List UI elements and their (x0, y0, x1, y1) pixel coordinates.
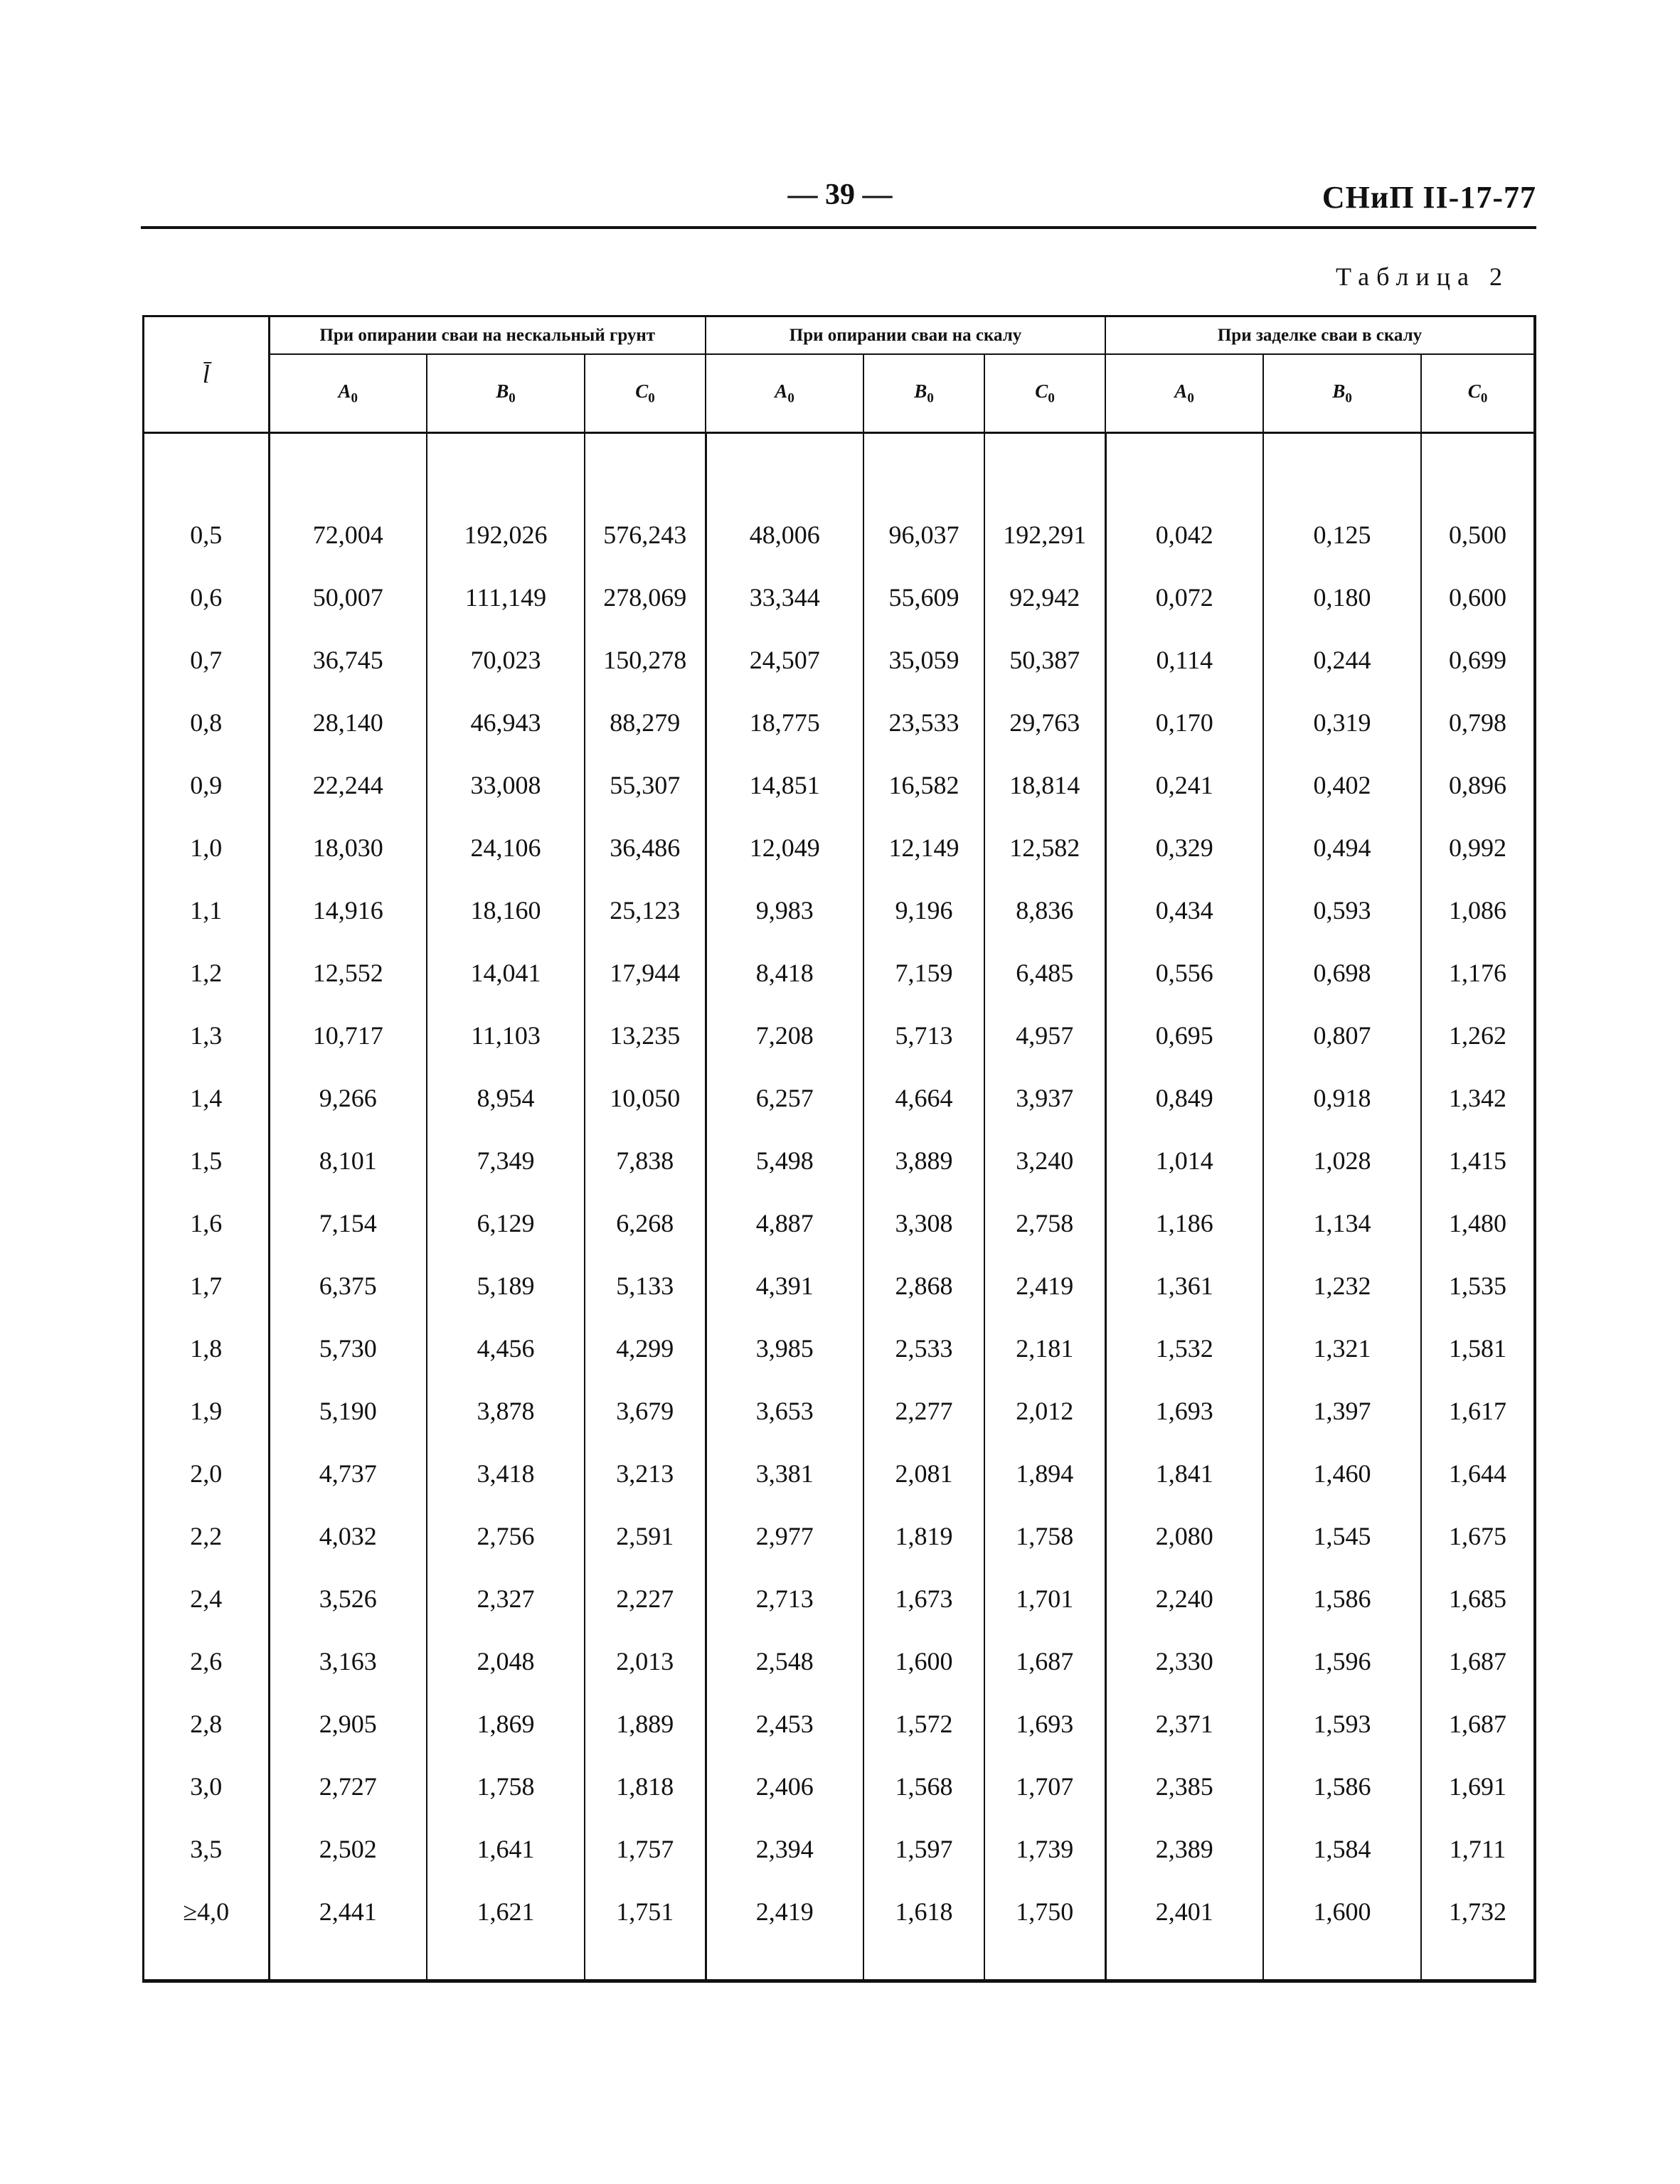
table-cell: 2,048 (427, 1630, 585, 1693)
row-label-l: 1,0 (190, 833, 223, 862)
group-header-nonrock: При опирании сваи на нескальный грунт (269, 317, 706, 354)
table-cell: 0,698 (1263, 942, 1421, 1004)
table-cell: 2,080 (1105, 1505, 1263, 1567)
table-cell: 0,434 (1105, 879, 1263, 942)
table-cell: 23,533 (863, 691, 984, 754)
table-cell: 3,213 (585, 1442, 706, 1505)
table-cell: 2,406 (706, 1755, 863, 1818)
table-cell: 0,699 (1421, 629, 1533, 691)
table-cell: 0,244 (1263, 629, 1421, 691)
row-label-l: 1,6 (190, 1209, 223, 1237)
table-cell: 2,868 (863, 1255, 984, 1317)
table-cell: 1,593 (1263, 1693, 1421, 1755)
table-cell: 88,279 (585, 691, 706, 754)
subheader-a0-group3: $A_0$ (1105, 354, 1263, 432)
row-label-l: 3,0 (190, 1772, 223, 1801)
table-cell: 25,123 (585, 879, 706, 942)
table-cell: 1,819 (863, 1505, 984, 1567)
table-cell: 0,494 (1263, 816, 1421, 879)
table-cell: 1,618 (863, 1880, 984, 1943)
table-cell: 1,600 (863, 1630, 984, 1693)
subheader-b0-group2: $B_0$ (863, 354, 984, 432)
table-cell: 1,818 (585, 1755, 706, 1818)
subheader-a0-group1: $A_0$ (269, 354, 427, 432)
table-cell: 2,419 (706, 1880, 863, 1943)
table-cell: 3,985 (706, 1317, 863, 1380)
table-cell: 10,717 (269, 1004, 427, 1067)
table-cell: 0,918 (1263, 1067, 1421, 1129)
table-cell: 14,851 (706, 754, 863, 816)
table-cell: 5,713 (863, 1004, 984, 1067)
table-cell: 1,186 (1105, 1192, 1263, 1255)
table-cell: 1,262 (1421, 1004, 1533, 1067)
coefficients-table (142, 315, 1536, 1983)
table-cell: 7,838 (585, 1129, 706, 1192)
table-cell: 9,266 (269, 1067, 427, 1129)
table-cell: 3,653 (706, 1380, 863, 1442)
table-cell: 3,308 (863, 1192, 984, 1255)
row-label-l: 2,0 (190, 1459, 223, 1488)
table-cell: 9,983 (706, 879, 863, 942)
table-cell: 0,849 (1105, 1067, 1263, 1129)
table-cell: 2,548 (706, 1630, 863, 1693)
table-cell: 0,500 (1421, 504, 1533, 566)
table-row (144, 1505, 1533, 1567)
table-cell: 2,977 (706, 1505, 863, 1567)
row-label-l: 1,4 (190, 1084, 223, 1112)
table-row (144, 1880, 1533, 1943)
table-cell: 28,140 (269, 691, 427, 754)
document-code: СНиП II-17-77 (1322, 180, 1536, 215)
table-cell: 1,460 (1263, 1442, 1421, 1505)
table-cell: 1,596 (1263, 1630, 1421, 1693)
table-cell: 5,189 (427, 1255, 585, 1317)
table-cell: 46,943 (427, 691, 585, 754)
table-cell: 1,693 (1105, 1380, 1263, 1442)
table-cell: 1,014 (1105, 1129, 1263, 1192)
table-cell: 3,937 (984, 1067, 1105, 1129)
table-cell: 0,329 (1105, 816, 1263, 879)
table-row (144, 879, 1533, 942)
table-cell: 1,675 (1421, 1505, 1533, 1567)
table-cell: 11,103 (427, 1004, 585, 1067)
table-cell: 0,695 (1105, 1004, 1263, 1067)
table-cell: 72,004 (269, 504, 427, 566)
table-cell: 4,391 (706, 1255, 863, 1317)
table-cell: 0,319 (1263, 691, 1421, 754)
table-cell: 12,049 (706, 816, 863, 879)
table-cell: 24,507 (706, 629, 863, 691)
table-row (144, 942, 1533, 1004)
table-cell: 2,081 (863, 1442, 984, 1505)
table-cell: 48,006 (706, 504, 863, 566)
table-cell: 6,485 (984, 942, 1105, 1004)
table-cell: 3,381 (706, 1442, 863, 1505)
subheader-b0-group3: $B_0$ (1263, 354, 1421, 432)
page-number: — 39 — (787, 179, 893, 211)
table-row (144, 691, 1533, 754)
table-cell: 3,878 (427, 1380, 585, 1442)
table-row (144, 1255, 1533, 1317)
table-cell: 1,568 (863, 1755, 984, 1818)
subheader-c0-group3: $C_0$ (1421, 354, 1533, 432)
table-cell: 1,687 (1421, 1630, 1533, 1693)
table-cell: 33,008 (427, 754, 585, 816)
table-cell: 1,584 (1263, 1818, 1421, 1880)
table-cell: 55,307 (585, 754, 706, 816)
table-cell: 14,041 (427, 942, 585, 1004)
row-label-l: 0,6 (190, 583, 223, 612)
table-cell: 3,418 (427, 1442, 585, 1505)
table-cell: 1,641 (427, 1818, 585, 1880)
table-cell: 1,232 (1263, 1255, 1421, 1317)
table-cell: 36,745 (269, 629, 427, 691)
row-label-l: 0,5 (190, 521, 223, 549)
table-row (144, 1067, 1533, 1129)
table-cell: 6,257 (706, 1067, 863, 1129)
table-cell: 1,134 (1263, 1192, 1421, 1255)
row-label-l: 2,2 (190, 1522, 223, 1550)
table-cell: 17,944 (585, 942, 706, 1004)
table-cell: 10,050 (585, 1067, 706, 1129)
table-cell: 0,798 (1421, 691, 1533, 754)
row-label-l: 1,8 (190, 1334, 223, 1363)
table-cell: 1,535 (1421, 1255, 1533, 1317)
table-cell: 1,321 (1263, 1317, 1421, 1380)
row-label-l: 1,5 (190, 1146, 223, 1175)
table-cell: 2,758 (984, 1192, 1105, 1255)
table-cell: 18,775 (706, 691, 863, 754)
table-cell: 0,402 (1263, 754, 1421, 816)
table-cell: 1,701 (984, 1567, 1105, 1630)
row-header-l-bar: l̄ (144, 317, 269, 432)
spacer-row (144, 1943, 1533, 1980)
table-row (144, 754, 1533, 816)
table-cell: 1,693 (984, 1693, 1105, 1755)
table-cell: 1,086 (1421, 879, 1533, 942)
table-cell: 36,486 (585, 816, 706, 879)
spacer-row (144, 432, 1533, 504)
subheader-row (144, 354, 1533, 432)
table-cell: 192,026 (427, 504, 585, 566)
table-body (144, 432, 1533, 1980)
header-rule (141, 226, 1536, 229)
row-label-l: 2,4 (190, 1584, 223, 1613)
table-cell: 1,532 (1105, 1317, 1263, 1380)
table-cell: 4,299 (585, 1317, 706, 1380)
table-row (144, 504, 1533, 566)
table-cell: 33,344 (706, 566, 863, 629)
table-cell: 2,905 (269, 1693, 427, 1755)
table-cell: 1,707 (984, 1755, 1105, 1818)
row-label-l: 1,2 (190, 959, 223, 987)
subheader-b0-group1: $B_0$ (427, 354, 585, 432)
table-cell: 13,235 (585, 1004, 706, 1067)
table-cell: 24,106 (427, 816, 585, 879)
table-cell: 2,401 (1105, 1880, 1263, 1943)
table-cell: 96,037 (863, 504, 984, 566)
table-cell: 92,942 (984, 566, 1105, 629)
table-cell: 1,758 (984, 1505, 1105, 1567)
table-cell: 1,644 (1421, 1442, 1533, 1505)
table-cell: 3,889 (863, 1129, 984, 1192)
table-cell: 192,291 (984, 504, 1105, 566)
table-cell: 18,030 (269, 816, 427, 879)
table-cell: 0,072 (1105, 566, 1263, 629)
table-cell: 16,582 (863, 754, 984, 816)
table-cell: 0,170 (1105, 691, 1263, 754)
table-row (144, 1380, 1533, 1442)
table-cell: 5,133 (585, 1255, 706, 1317)
table-cell: 55,609 (863, 566, 984, 629)
table-row (144, 1818, 1533, 1880)
table-cell: 50,387 (984, 629, 1105, 691)
row-label-l: 1,7 (190, 1272, 223, 1300)
table-cell: 1,894 (984, 1442, 1105, 1505)
table-cell: 6,268 (585, 1192, 706, 1255)
table-row (144, 816, 1533, 879)
row-label-l: ≥4,0 (183, 1897, 230, 1926)
table-row (144, 1004, 1533, 1067)
table-cell: 50,007 (269, 566, 427, 629)
table-cell: 1,415 (1421, 1129, 1533, 1192)
table-cell: 0,807 (1263, 1004, 1421, 1067)
table-cell: 1,739 (984, 1818, 1105, 1880)
table-cell: 2,453 (706, 1693, 863, 1755)
table-cell: 2,591 (585, 1505, 706, 1567)
table-cell: 1,841 (1105, 1442, 1263, 1505)
table-cell: 4,957 (984, 1004, 1105, 1067)
table-cell: 1,673 (863, 1567, 984, 1630)
table-cell: 1,751 (585, 1880, 706, 1943)
table-cell: 2,240 (1105, 1567, 1263, 1630)
table-cell: 576,243 (585, 504, 706, 566)
table-cell: 7,208 (706, 1004, 863, 1067)
table-row (144, 1442, 1533, 1505)
table-cell: 4,664 (863, 1067, 984, 1129)
table-cell: 2,227 (585, 1567, 706, 1630)
table-cell: 1,597 (863, 1818, 984, 1880)
table-cell: 278,069 (585, 566, 706, 629)
table-cell: 1,028 (1263, 1129, 1421, 1192)
table-cell: 4,737 (269, 1442, 427, 1505)
table-cell: 0,241 (1105, 754, 1263, 816)
table-cell: 1,586 (1263, 1567, 1421, 1630)
table-cell: 1,397 (1263, 1380, 1421, 1442)
table-cell: 1,176 (1421, 942, 1533, 1004)
table-cell: 6,375 (269, 1255, 427, 1317)
table-cell: 2,013 (585, 1630, 706, 1693)
table-cell: 2,389 (1105, 1818, 1263, 1880)
table-cell: 1,750 (984, 1880, 1105, 1943)
table-cell: 4,032 (269, 1505, 427, 1567)
table-cell: 2,441 (269, 1880, 427, 1943)
group-header-rock-embedded: При заделке сваи в скалу (1105, 317, 1533, 354)
table-cell: 1,572 (863, 1693, 984, 1755)
table-cell: 18,814 (984, 754, 1105, 816)
table-row (144, 1192, 1533, 1255)
table-cell: 2,327 (427, 1567, 585, 1630)
row-label-l: 2,8 (190, 1710, 223, 1738)
table-cell: 1,361 (1105, 1255, 1263, 1317)
table-caption: Таблица 2 (1336, 262, 1509, 291)
table-cell: 4,887 (706, 1192, 863, 1255)
row-label-l: 0,7 (190, 646, 223, 674)
table-cell: 1,758 (427, 1755, 585, 1818)
table-cell: 0,556 (1105, 942, 1263, 1004)
table-cell: 70,023 (427, 629, 585, 691)
table-cell: 3,163 (269, 1630, 427, 1693)
table-cell: 7,154 (269, 1192, 427, 1255)
table-cell: 2,394 (706, 1818, 863, 1880)
table-cell: 7,349 (427, 1129, 585, 1192)
table-cell: 2,277 (863, 1380, 984, 1442)
row-label-l: 0,8 (190, 708, 223, 737)
table-cell: 0,992 (1421, 816, 1533, 879)
subheader-a0-group2: $A_0$ (706, 354, 863, 432)
table-cell: 5,190 (269, 1380, 427, 1442)
table-cell: 1,687 (984, 1630, 1105, 1693)
row-label-l: 1,1 (190, 896, 223, 925)
table-cell: 5,498 (706, 1129, 863, 1192)
table-cell: 12,582 (984, 816, 1105, 879)
table-cell: 8,836 (984, 879, 1105, 942)
table-cell: 0,125 (1263, 504, 1421, 566)
table-cell: 14,916 (269, 879, 427, 942)
table-cell: 0,114 (1105, 629, 1263, 691)
table-cell: 2,756 (427, 1505, 585, 1567)
table-cell: 8,954 (427, 1067, 585, 1129)
table-cell: 0,896 (1421, 754, 1533, 816)
table-cell: 0,042 (1105, 504, 1263, 566)
table-cell: 1,685 (1421, 1567, 1533, 1630)
table-cell: 22,244 (269, 754, 427, 816)
table-cell: 150,278 (585, 629, 706, 691)
table-cell: 6,129 (427, 1192, 585, 1255)
table-cell: 2,713 (706, 1567, 863, 1630)
table-cell: 3,679 (585, 1380, 706, 1442)
table-row (144, 629, 1533, 691)
group-header-rock-bearing: При опирании сваи на скалу (706, 317, 1105, 354)
table-row (144, 1693, 1533, 1755)
table-cell: 2,330 (1105, 1630, 1263, 1693)
table-cell: 1,757 (585, 1818, 706, 1880)
table-cell: 1,711 (1421, 1818, 1533, 1880)
table-row (144, 1317, 1533, 1380)
subheader-c0-group2: $C_0$ (984, 354, 1105, 432)
table-cell: 12,552 (269, 942, 427, 1004)
table-cell: 3,526 (269, 1567, 427, 1630)
table-cell: 2,385 (1105, 1755, 1263, 1818)
row-label-l: 2,6 (190, 1647, 223, 1676)
row-label-l: 1,9 (190, 1397, 223, 1425)
table-cell: 0,593 (1263, 879, 1421, 942)
row-label-l: 3,5 (190, 1835, 223, 1863)
table-cell: 12,149 (863, 816, 984, 879)
table-cell: 1,691 (1421, 1755, 1533, 1818)
table-row (144, 1129, 1533, 1192)
table-cell: 1,586 (1263, 1755, 1421, 1818)
table-cell: 111,149 (427, 566, 585, 629)
row-label-l: 0,9 (190, 771, 223, 799)
table-cell: 3,240 (984, 1129, 1105, 1192)
table-cell: 7,159 (863, 942, 984, 1004)
table-cell: 9,196 (863, 879, 984, 942)
table-cell: 8,101 (269, 1129, 427, 1192)
table-cell: 29,763 (984, 691, 1105, 754)
table-cell: 35,059 (863, 629, 984, 691)
row-label-l: 1,3 (190, 1021, 223, 1050)
table-cell: 1,621 (427, 1880, 585, 1943)
subheader-c0-group1: $C_0$ (585, 354, 706, 432)
table-row (144, 1567, 1533, 1630)
table-cell: 2,371 (1105, 1693, 1263, 1755)
table-cell: 5,730 (269, 1317, 427, 1380)
table-cell: 1,617 (1421, 1380, 1533, 1442)
table-row (144, 1630, 1533, 1693)
table-cell: 1,600 (1263, 1880, 1421, 1943)
table-cell: 4,456 (427, 1317, 585, 1380)
table-row (144, 566, 1533, 629)
table-cell: 2,533 (863, 1317, 984, 1380)
table-cell: 1,581 (1421, 1317, 1533, 1380)
table-cell: 2,181 (984, 1317, 1105, 1380)
table-cell: 1,545 (1263, 1505, 1421, 1567)
table-cell: 1,342 (1421, 1067, 1533, 1129)
table-cell: 1,869 (427, 1693, 585, 1755)
data-table (144, 317, 1533, 1980)
table-cell: 18,160 (427, 879, 585, 942)
table-row (144, 1755, 1533, 1818)
table-cell: 2,012 (984, 1380, 1105, 1442)
table-cell: 1,687 (1421, 1693, 1533, 1755)
table-cell: 2,419 (984, 1255, 1105, 1317)
table-cell: 0,600 (1421, 566, 1533, 629)
table-cell: 2,727 (269, 1755, 427, 1818)
table-cell: 2,502 (269, 1818, 427, 1880)
table-cell: 1,732 (1421, 1880, 1533, 1943)
table-cell: 1,480 (1421, 1192, 1533, 1255)
table-cell: 0,180 (1263, 566, 1421, 629)
table-cell: 8,418 (706, 942, 863, 1004)
table-cell: 1,889 (585, 1693, 706, 1755)
